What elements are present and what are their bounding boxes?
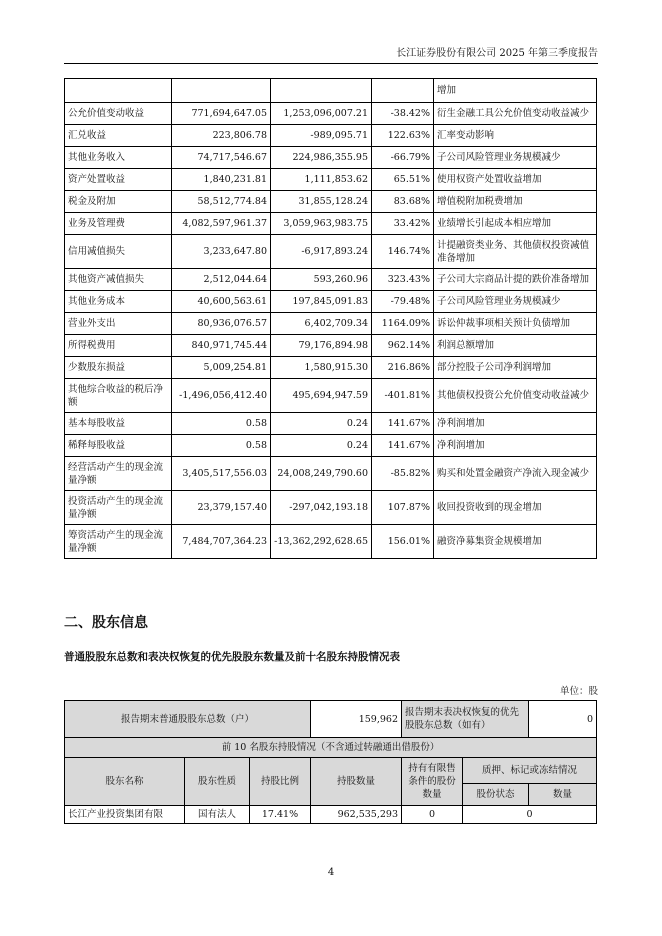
table-row xyxy=(65,738,597,758)
item-cell: 营业外支出 xyxy=(65,313,172,335)
previous-value-cell: -13,362,292,628.65 xyxy=(271,525,372,559)
change-percent-cell: 146.74% xyxy=(372,235,434,269)
previous-value-cell: -297,042,193.18 xyxy=(271,491,372,525)
table-row xyxy=(65,806,597,824)
section-subtitle: 普通股股东总数和表决权恢复的优先股股东数量及前十名股东持股情况表 xyxy=(64,651,400,663)
item-cell: 其他业务成本 xyxy=(65,291,172,313)
previous-value-cell: -989,095.71 xyxy=(271,125,372,147)
top10-title: 前 10 名股东持股情况（不含通过转融通出借股份） xyxy=(65,738,597,758)
table-row xyxy=(65,701,597,738)
change-percent-cell: 323.43% xyxy=(372,269,434,291)
reason-cell: 增加 xyxy=(434,79,597,103)
change-percent-cell: 107.87% xyxy=(372,491,434,525)
change-percent-cell: 1164.09% xyxy=(372,313,434,335)
reason-cell: 业绩增长引起成本相应增加 xyxy=(434,213,597,235)
holder-quantity: 962,535,293 xyxy=(311,806,402,824)
table-row xyxy=(65,491,597,525)
financial-changes-table xyxy=(64,78,597,559)
holder-ratio: 17.41% xyxy=(250,806,311,824)
previous-value-cell: 79,176,894.98 xyxy=(271,335,372,357)
table-row xyxy=(65,335,597,357)
table-row xyxy=(65,79,597,103)
change-percent-cell: -79.48% xyxy=(372,291,434,313)
holder-nature: 国有法人 xyxy=(185,806,250,824)
header-pledge-qty: 数量 xyxy=(529,784,597,806)
reason-cell: 计提融资类业务、其他债权投资减值准备增加 xyxy=(434,235,597,269)
table-row xyxy=(65,269,597,291)
previous-value-cell: 1,580,915.30 xyxy=(271,357,372,379)
change-percent-cell: 141.67% xyxy=(372,413,434,435)
current-value-cell: 0.58 xyxy=(172,435,271,457)
reason-cell: 其他债权投资公允价值变动收益减少 xyxy=(434,379,597,413)
reason-cell: 子公司风险管理业务规模减少 xyxy=(434,147,597,169)
reason-cell: 汇率变动影响 xyxy=(434,125,597,147)
header-title: 长江证券股份有限公司 2025 年第三季度报告 xyxy=(396,48,598,59)
item-cell: 其他业务收入 xyxy=(65,147,172,169)
holder-restricted: 0 xyxy=(402,806,463,824)
item-cell: 其他资产减值损失 xyxy=(65,269,172,291)
current-value-cell: 0.58 xyxy=(172,413,271,435)
current-value-cell: 80,936,076.57 xyxy=(172,313,271,335)
previous-value-cell: 6,402,709.34 xyxy=(271,313,372,335)
previous-value-cell: 1,111,853.62 xyxy=(271,169,372,191)
preferred-holders-label: 报告期末表决权恢复的优先股股东总数（如有） xyxy=(402,701,529,738)
change-percent-cell: -401.81% xyxy=(372,379,434,413)
table-row xyxy=(65,313,597,335)
page-number: 4 xyxy=(327,867,335,878)
item-cell: 公允价值变动收益 xyxy=(65,103,172,125)
previous-value-cell: 1,253,096,007.21 xyxy=(271,103,372,125)
change-percent-cell: 141.67% xyxy=(372,435,434,457)
current-value-cell: -1,496,056,412.40 xyxy=(172,379,271,413)
reason-cell: 部分控股子公司净利润增加 xyxy=(434,357,597,379)
change-percent-cell: 216.86% xyxy=(372,357,434,379)
shareholder-table xyxy=(64,700,597,824)
change-percent-cell: -38.42% xyxy=(372,103,434,125)
page-header xyxy=(64,48,598,64)
table-row xyxy=(65,235,597,269)
header-pledge-status: 股份状态 xyxy=(463,784,529,806)
change-percent-cell: 33.42% xyxy=(372,213,434,235)
table-row xyxy=(65,213,597,235)
total-holders-label: 报告期末普通股股东总数（户） xyxy=(65,701,311,738)
current-value-cell: 40,600,563.61 xyxy=(172,291,271,313)
current-value-cell: 771,694,647.05 xyxy=(172,103,271,125)
item-cell: 信用减值损失 xyxy=(65,235,172,269)
item-cell: 稀释每股收益 xyxy=(65,435,172,457)
holder-pledge: 0 xyxy=(463,806,597,824)
item-cell: 资产处置收益 xyxy=(65,169,172,191)
table-row xyxy=(65,357,597,379)
reason-cell: 净利润增加 xyxy=(434,435,597,457)
reason-cell: 使用权资产处置收益增加 xyxy=(434,169,597,191)
previous-value-cell: 24,008,249,790.60 xyxy=(271,457,372,491)
preferred-holders-value: 0 xyxy=(529,701,597,738)
reason-cell: 诉讼仲裁事项相关预计负债增加 xyxy=(434,313,597,335)
reason-cell: 子公司大宗商品计提的跌价准备增加 xyxy=(434,269,597,291)
table-row xyxy=(65,435,597,457)
reason-cell: 融资净募集资金规模增加 xyxy=(434,525,597,559)
change-percent-cell: -85.82% xyxy=(372,457,434,491)
change-percent-cell: 156.01% xyxy=(372,525,434,559)
table-row xyxy=(65,169,597,191)
current-value-cell: 5,009,254.81 xyxy=(172,357,271,379)
total-holders-value: 159,962 xyxy=(311,701,402,738)
item-cell: 筹资活动产生的现金流量净额 xyxy=(65,525,172,559)
current-value-cell: 2,512,044.64 xyxy=(172,269,271,291)
previous-value-cell: 0.24 xyxy=(271,435,372,457)
header-name: 股东名称 xyxy=(65,758,185,806)
change-percent-cell: 65.51% xyxy=(372,169,434,191)
table-row xyxy=(65,147,597,169)
table-row xyxy=(65,125,597,147)
header-nature: 股东性质 xyxy=(185,758,250,806)
header-pledge-group: 质押、标记或冻结情况 xyxy=(463,758,597,784)
change-percent-cell: 122.63% xyxy=(372,125,434,147)
current-value-cell: 58,512,774.84 xyxy=(172,191,271,213)
table-header-row xyxy=(65,758,597,784)
current-value-cell: 223,806.78 xyxy=(172,125,271,147)
table-row xyxy=(65,291,597,313)
change-percent-cell: 962.14% xyxy=(372,335,434,357)
item-cell: 其他综合收益的税后净额 xyxy=(65,379,172,413)
previous-value-cell: -6,917,893.24 xyxy=(271,235,372,269)
reason-cell: 子公司风险管理业务规模减少 xyxy=(434,291,597,313)
current-value-cell: 3,233,647.80 xyxy=(172,235,271,269)
current-value-cell: 1,840,231.81 xyxy=(172,169,271,191)
table-row xyxy=(65,191,597,213)
change-percent-cell: 83.68% xyxy=(372,191,434,213)
item-cell: 汇兑收益 xyxy=(65,125,172,147)
current-value-cell: 7,484,707,364.23 xyxy=(172,525,271,559)
reason-cell: 收回投资收到的现金增加 xyxy=(434,491,597,525)
item-cell: 税金及附加 xyxy=(65,191,172,213)
change-percent-cell: -66.79% xyxy=(372,147,434,169)
reason-cell: 利润总额增加 xyxy=(434,335,597,357)
section-title: 二、股东信息 xyxy=(64,615,148,631)
previous-value-cell: 593,260.96 xyxy=(271,269,372,291)
item-cell: 经营活动产生的现金流量净额 xyxy=(65,457,172,491)
previous-value-cell: 495,694,947.59 xyxy=(271,379,372,413)
reason-cell: 购买和处置金融资产净流入现金减少 xyxy=(434,457,597,491)
current-value-cell: 3,405,517,556.03 xyxy=(172,457,271,491)
current-value-cell: 4,082,597,961.37 xyxy=(172,213,271,235)
previous-value-cell: 197,845,091.83 xyxy=(271,291,372,313)
header-quantity: 持股数量 xyxy=(311,758,402,806)
unit-label: 单位：股 xyxy=(559,686,598,697)
item-cell: 投资活动产生的现金流量净额 xyxy=(65,491,172,525)
header-ratio: 持股比例 xyxy=(250,758,311,806)
table-row xyxy=(65,103,597,125)
table-row xyxy=(65,379,597,413)
current-value-cell: 74,717,546.67 xyxy=(172,147,271,169)
previous-value-cell: 31,855,128.24 xyxy=(271,191,372,213)
reason-cell: 衍生金融工具公允价值变动收益减少 xyxy=(434,103,597,125)
previous-value-cell: 0.24 xyxy=(271,413,372,435)
item-cell: 业务及管理费 xyxy=(65,213,172,235)
current-value-cell: 840,971,745.44 xyxy=(172,335,271,357)
header-restricted: 持有有限售条件的股份数量 xyxy=(402,758,463,806)
table-row xyxy=(65,413,597,435)
item-cell: 少数股东损益 xyxy=(65,357,172,379)
current-value-cell: 23,379,157.40 xyxy=(172,491,271,525)
holder-name: 长江产业投资集团有限 xyxy=(65,806,185,824)
previous-value-cell: 224,986,355.95 xyxy=(271,147,372,169)
reason-cell: 增值税附加税费增加 xyxy=(434,191,597,213)
item-cell: 基本每股收益 xyxy=(65,413,172,435)
item-cell: 所得税费用 xyxy=(65,335,172,357)
table-row xyxy=(65,457,597,491)
previous-value-cell: 3,059,963,983.75 xyxy=(271,213,372,235)
table-row xyxy=(65,525,597,559)
reason-cell: 净利润增加 xyxy=(434,413,597,435)
